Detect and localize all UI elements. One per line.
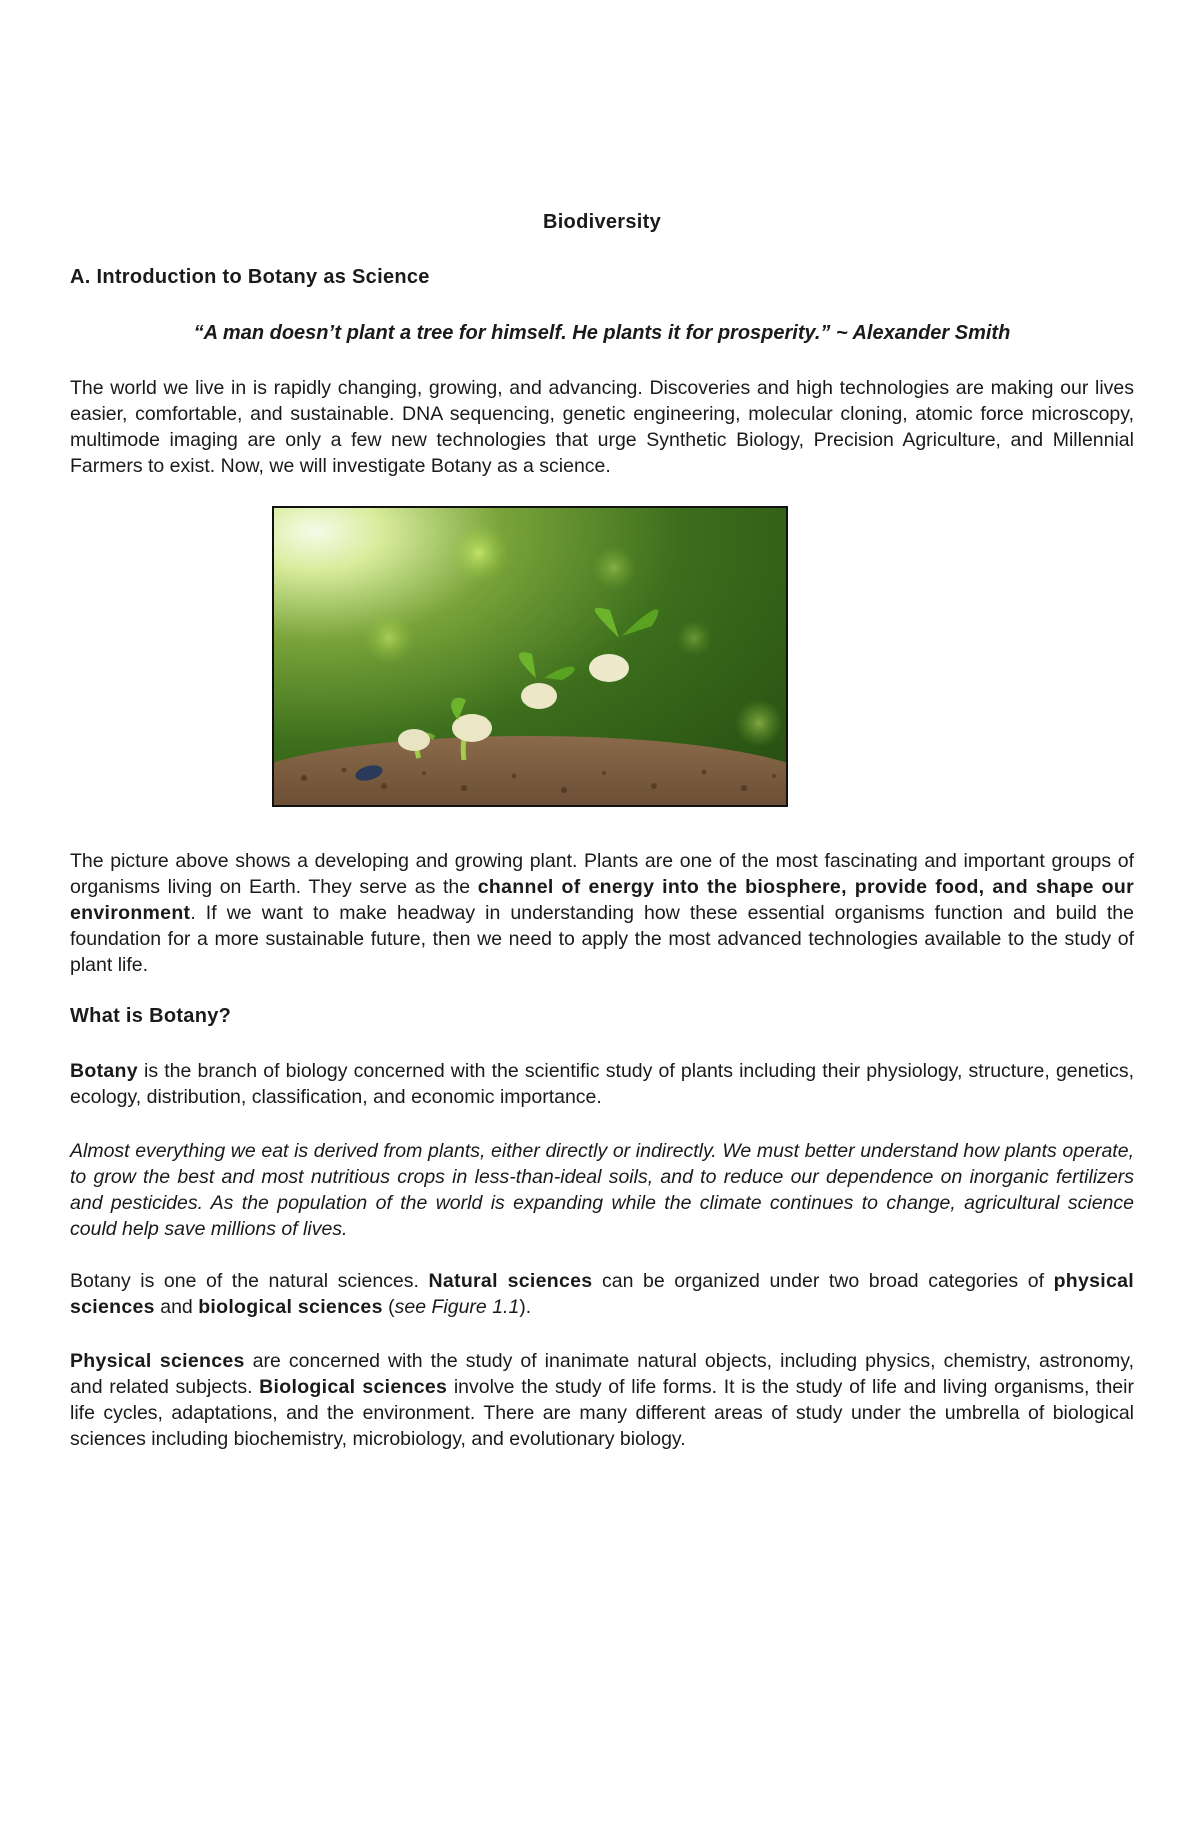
ns-bold-3: biological sciences [198,1296,383,1318]
picture-paragraph-text-2: . If we want to make headway in understanding how these essential organisms function and build the foundation for a more sustainable future, then we need to apply the most advanced technologies available to the study of plant life. [70,902,1134,976]
seedling-growth-photo [272,506,788,807]
ns-text-3: and [154,1296,199,1318]
quote: “A man doesn’t plant a tree for himself. He plants it for prosperity.” ~ Alexander Smith [193,322,1011,344]
physical-sciences-term: Physical sciences [70,1350,245,1372]
figure-reference: see Figure 1.1 [394,1296,520,1318]
ns-text-4: ( [382,1296,395,1318]
botany-definition-text: is the branch of biology concerned with the scientific study of plants including their physiology, structure, genetics, ecology, distribution, classification, and economic importance. [70,1060,1134,1108]
ns-bold-2: physical sciences [70,1270,1135,1318]
sciences-text-1: are concerned with the study of inanimate natural objects, including physics, chemistry, astronomy, and related subjects. [70,1350,1134,1398]
ns-text-1: Botany is one of the natural sciences. [70,1270,429,1292]
what-is-botany-heading: What is Botany? [70,1005,232,1027]
intro-paragraph: The world we live in is rapidly changing, growing, and advancing. Discoveries and high technologies are making our lives easier, comfortable, and sustainable. DNA sequencing, genetic engineering, molecular cloning, atomic force microscopy, multimode imaging are only a few new technologies that urge Synthetic Biology, Precision Agriculture, and Millennial Farmers to exist. Now, we will investigate Botany as a science. [70,377,1134,477]
sciences-text-2: involve the study of life forms. It is the study of life and living organisms, their life cycles, adaptations, and the environment. There are many different areas of study under the umbrella of biological sciences including biochemistry, microbiology, and evolutionary biology. [70,1376,1134,1450]
italic-paragraph: Almost everything we eat is derived from plants, either directly or indirectly. We must better understand how plants operate, to grow the best and most nutritious crops in less-than-ideal soils, and to reduce our dependence on inorganic fertilizers and pesticides. As the population of the world is expanding while the climate continues to change, agricultural science could help save millions of lives. [70,1140,1134,1240]
section-a-heading: A. Introduction to Botany as Science [70,266,430,288]
ns-text-5: ). [519,1296,532,1318]
seedling-illustration [274,508,786,805]
document-title: Biodiversity [542,211,662,233]
picture-paragraph-bold: channel of energy into the biosphere, provide food, and shape our environment [70,876,1134,924]
sciences-paragraph [70,1348,1134,1452]
ns-bold-1: Natural sciences [428,1270,593,1292]
botany-definition [70,1058,1134,1110]
botany-term: Botany [70,1060,138,1082]
ns-text-2: can be organized under two broad categories of [592,1270,1054,1292]
biological-sciences-term: Biological sciences [259,1376,448,1398]
picture-paragraph-text-1: The picture above shows a developing and growing plant. Plants are one of the most fascinating and important groups of organisms living on Earth. They serve as the [70,850,1134,898]
picture-paragraph [70,848,1134,978]
natural-sciences-paragraph [70,1268,1134,1320]
